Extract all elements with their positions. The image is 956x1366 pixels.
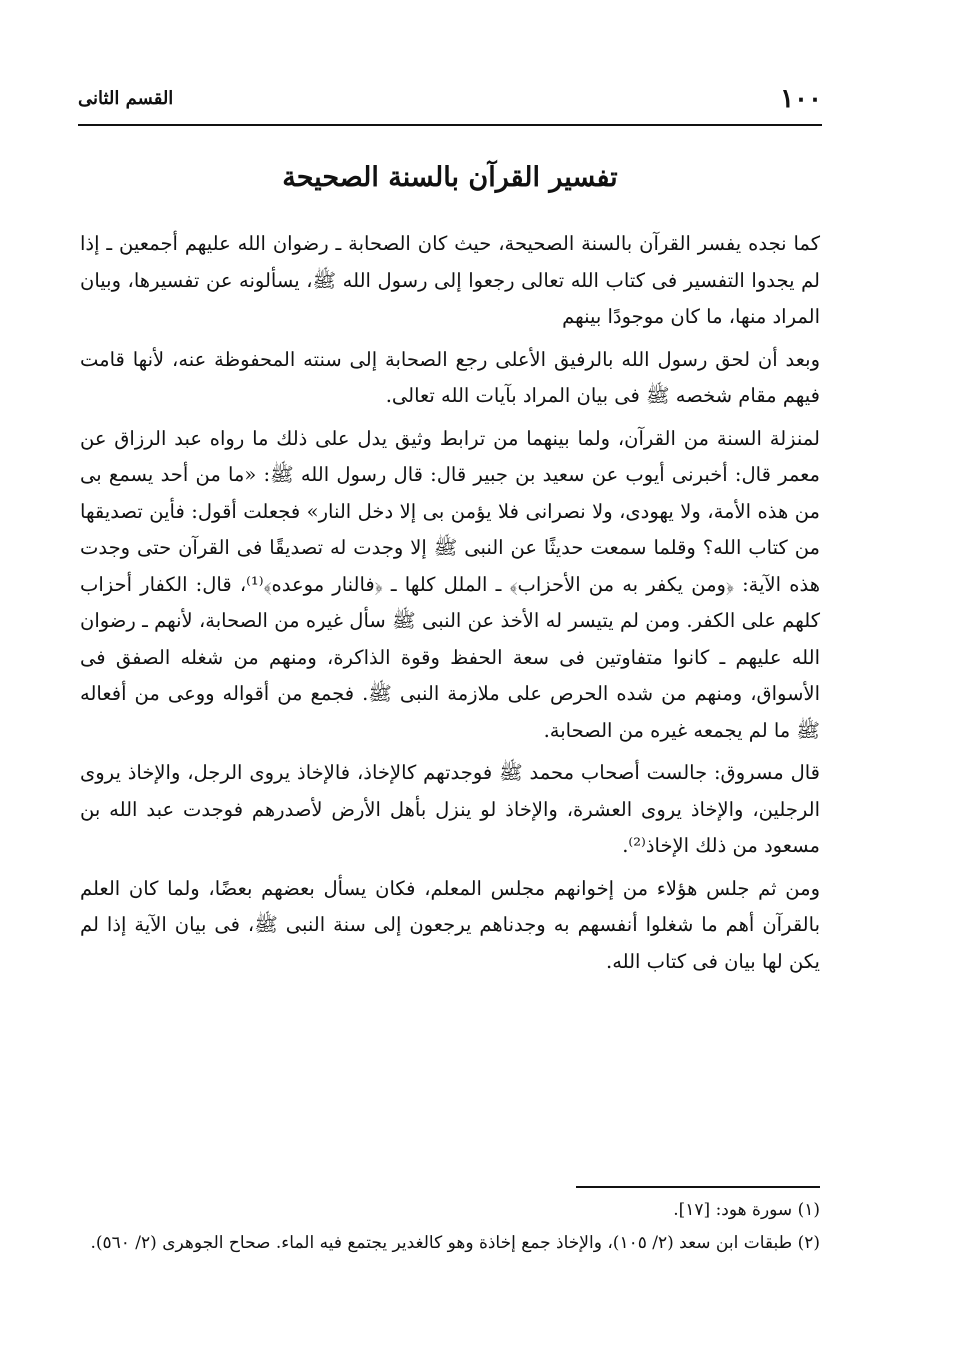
paragraph: ومن ثم جلس هؤلاء من إخوانهم مجلس المعلم، فكان يسأل بعضهم بعضًا، ولما كان العلم بالقرآن أهم ما شغلوا أنفسهم به وجدناهم يرجعون إلى سنة النبى ﷺ، فى بيان الآية إذا لم يكن لها بيان فى كتاب الله.	[80, 876, 820, 973]
paragraph: قال مسروق: جالست أصحاب محمد ﷺ فوجدتهم كالإخاذ، فالإخاذ يروى الرجل، والإخاذ يروى الرجلين، والإخاذ يروى العشرة، والإخاذ لو ينزل بأهل الأرض لأصدرهم فوجدت عبد الله بن مسعود من ذلك الإخاذ⁽²⁾.	[80, 761, 820, 857]
paragraph: وبعد أن لحق رسول الله بالرفيق الأعلى رجع الصحابة إلى سنته المحفوظة عنه، لأنها قامت فيهم مقام شخصه ﷺ فى بيان المراد بآيات الله تعالى.	[80, 347, 820, 407]
footnote: (١) سورة هود: [١٧].	[673, 1200, 820, 1220]
footnote: (٢) طبقات ابن سعد (٢/ ١٠٥)، والإخاذ جمع إخاذة وهو كالغدير يجتمع فيه الماء. صحاح الجوهرى (٢/ ٥٦٠).	[90, 1233, 820, 1253]
page-number: ١٠٠	[780, 84, 822, 114]
header-divider	[78, 124, 822, 126]
footnotes	[80, 1194, 820, 1260]
section-name: القسم الثانى	[78, 88, 174, 109]
paragraph: لمنزلة السنة من القرآن، ولما بينهما من ترابط وثيق يدل على ذلك ما رواه عبد الرزاق عن معمر قال: أخبرنى أيوب عن سعيد بن جبير قال: قال رسول الله ﷺ: «ما من أحد يسمع بى من هذه الأمة، ولا يهودى، ولا نصرانى فلا يؤمن بى إلا دخل النار» فجعلت أقول: فأين تصديقها من كتاب الله؟ وقلما سمعت حديثًا عن النبى ﷺ إلا وجدت له تصديقًا فى القرآن حتى وجدت هذه الآية: ﴿ومن يكفر به من الأحزاب﴾ ـ الملل كلها ـ ﴿فالنار موعده﴾⁽¹⁾، قال: الكفار أحزاب كلهم على الكفر. ومن لم يتيسر له الأخذ عن النبى ﷺ سأل غيره من الصحابة، لأنهم ـ رضوان الله عليهم ـ كانوا متفاوتين فى سعة الحفظ وقوة الذاكرة، ومنهم من شغله الصفق فى الأسواق، ومنهم من شده الحرص على ملازمة النبى ﷺ. فجمع من أقواله ووعى من أفعاله ﷺ ما لم يجمعه غيره من الصحابة.	[80, 426, 820, 742]
page-title: تفسير القرآن بالسنة الصحيحة	[282, 162, 618, 193]
footnote-divider	[576, 1186, 820, 1188]
paragraph: كما نجده يفسر القرآن بالسنة الصحيحة، حيث كان الصحابة ـ رضوان الله عليهم أجمعين ـ إذا لم يجدوا التفسير فى كتاب الله تعالى رجعوا إلى رسول الله ﷺ، يسألونه عن تفسيرها، وبيان المراد منها، ما كان موجودًا بينهم	[80, 232, 820, 328]
body-text	[80, 226, 820, 986]
page-header	[78, 84, 822, 120]
